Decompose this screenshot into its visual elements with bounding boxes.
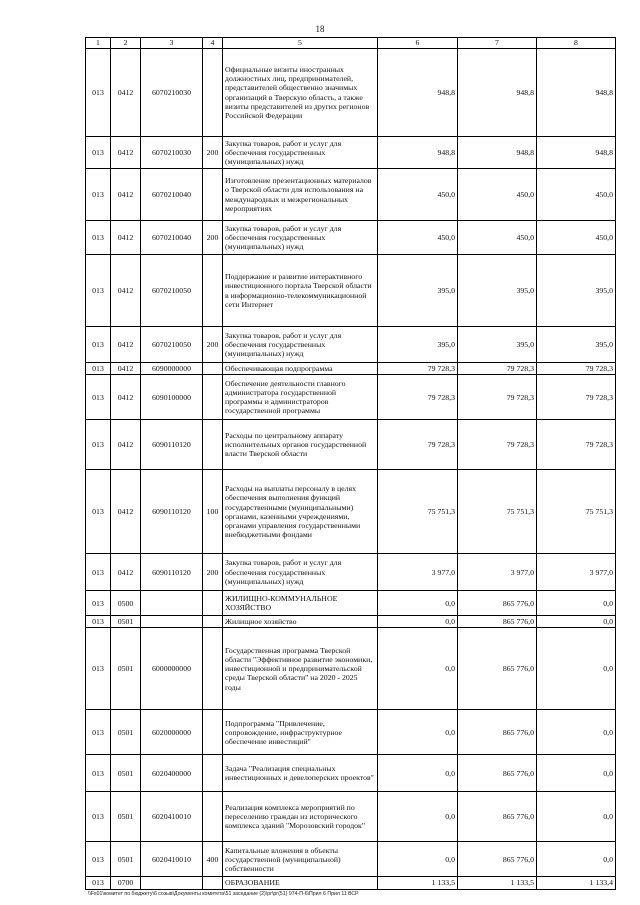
cell-value-col8: 0,0 bbox=[537, 792, 616, 842]
cell-description: Поддержание и развитие интерактивного инвестиционного портала Тверской области в информационно-телекоммуникационной сети Интернет bbox=[223, 255, 378, 327]
cell-value-col6: 79 728,3 bbox=[378, 420, 458, 470]
cell-value-col8: 1 133,4 bbox=[537, 877, 616, 889]
cell-section-code: 0501 bbox=[111, 710, 141, 755]
cell-section-code: 0412 bbox=[111, 49, 141, 137]
cell-target-code: 6020410010 bbox=[141, 792, 203, 842]
cell-description: Официальные визиты иностранных должностных лиц, предпринимателей, представителей общественно значимых организаций в Тверскую область, а также визиты представителей из других регионов Российской Федерации bbox=[223, 49, 378, 137]
cell-expense-type bbox=[203, 255, 223, 327]
table-row bbox=[86, 591, 616, 616]
cell-ministry-code: 013 bbox=[86, 792, 111, 842]
cell-target-code: 6070210030 bbox=[141, 137, 203, 169]
cell-value-col7: 75 751,3 bbox=[458, 470, 537, 554]
cell-section-code: 0412 bbox=[111, 169, 141, 221]
cell-ministry-code: 013 bbox=[86, 616, 111, 628]
cell-description: Государственная программа Тверской области "Эффективное развитие экономики, инвестиционной и предпринимательской среды Тверской области" на 2020 - 2025 годы bbox=[223, 628, 378, 710]
cell-section-code: 0501 bbox=[111, 842, 141, 877]
cell-description: Расходы на выплаты персоналу в целях обеспечения выполнения функций государственными (муниципальными) органами, казенными учреждениями, органами управления государственными внебюджетными фондами bbox=[223, 470, 378, 554]
cell-value-col6: 79 728,3 bbox=[378, 375, 458, 420]
cell-description: ОБРАЗОВАНИЕ bbox=[223, 877, 378, 889]
cell-ministry-code: 013 bbox=[86, 842, 111, 877]
cell-description: Капитальные вложения в объекты государственной (муниципальной) собственности bbox=[223, 842, 378, 877]
cell-value-col7: 79 728,3 bbox=[458, 375, 537, 420]
cell-value-col7: 948,8 bbox=[458, 137, 537, 169]
cell-ministry-code: 013 bbox=[86, 375, 111, 420]
cell-target-code bbox=[141, 877, 203, 889]
cell-section-code: 0412 bbox=[111, 420, 141, 470]
table-row bbox=[86, 755, 616, 792]
cell-expense-type bbox=[203, 420, 223, 470]
cell-target-code: 6090110120 bbox=[141, 554, 203, 591]
cell-ministry-code: 013 bbox=[86, 137, 111, 169]
cell-expense-type bbox=[203, 49, 223, 137]
cell-section-code: 0412 bbox=[111, 554, 141, 591]
cell-target-code: 6020410010 bbox=[141, 842, 203, 877]
cell-value-col8: 948,8 bbox=[537, 49, 616, 137]
cell-section-code: 0412 bbox=[111, 470, 141, 554]
table-row bbox=[86, 363, 616, 375]
cell-value-col7: 1 133,5 bbox=[458, 877, 537, 889]
cell-description: ЖИЛИЩНО-КОММУНАЛЬНОЕ ХОЗЯЙСТВО bbox=[223, 591, 378, 616]
cell-section-code: 0412 bbox=[111, 375, 141, 420]
cell-section-code: 0412 bbox=[111, 363, 141, 375]
column-header: 5 bbox=[223, 38, 378, 49]
cell-target-code bbox=[141, 591, 203, 616]
cell-section-code: 0501 bbox=[111, 755, 141, 792]
cell-value-col7: 395,0 bbox=[458, 255, 537, 327]
cell-value-col7: 450,0 bbox=[458, 221, 537, 255]
cell-expense-type bbox=[203, 169, 223, 221]
cell-target-code: 6090110120 bbox=[141, 470, 203, 554]
cell-target-code: 6020000000 bbox=[141, 710, 203, 755]
cell-description: Закупка товаров, работ и услуг для обеспечения государственных (муниципальных) нужд bbox=[223, 137, 378, 169]
table-row bbox=[86, 420, 616, 470]
cell-description: Подпрограмма "Привлечение, сопровождение, инфраструктурное обеспечение инвестиций" bbox=[223, 710, 378, 755]
cell-value-col6: 0,0 bbox=[378, 591, 458, 616]
cell-value-col8: 79 728,3 bbox=[537, 375, 616, 420]
cell-expense-type: 200 bbox=[203, 137, 223, 169]
cell-value-col6: 0,0 bbox=[378, 710, 458, 755]
column-header: 6 bbox=[378, 38, 458, 49]
cell-ministry-code: 013 bbox=[86, 169, 111, 221]
cell-value-col8: 75 751,3 bbox=[537, 470, 616, 554]
cell-expense-type bbox=[203, 877, 223, 889]
cell-target-code: 6090110120 bbox=[141, 420, 203, 470]
cell-target-code bbox=[141, 616, 203, 628]
cell-section-code: 0700 bbox=[111, 877, 141, 889]
cell-value-col6: 1 133,5 bbox=[378, 877, 458, 889]
cell-value-col8: 450,0 bbox=[537, 169, 616, 221]
cell-expense-type: 200 bbox=[203, 554, 223, 591]
table-row bbox=[86, 877, 616, 889]
cell-value-col6: 395,0 bbox=[378, 327, 458, 363]
cell-value-col8: 395,0 bbox=[537, 255, 616, 327]
cell-expense-type bbox=[203, 591, 223, 616]
column-header: 8 bbox=[537, 38, 616, 49]
cell-value-col6: 0,0 bbox=[378, 842, 458, 877]
cell-ministry-code: 013 bbox=[86, 327, 111, 363]
cell-value-col8: 395,0 bbox=[537, 327, 616, 363]
cell-section-code: 0412 bbox=[111, 221, 141, 255]
cell-value-col6: 450,0 bbox=[378, 169, 458, 221]
cell-description: Закупка товаров, работ и услуг для обеспечения государственных (муниципальных) нужд bbox=[223, 554, 378, 591]
cell-ministry-code: 013 bbox=[86, 755, 111, 792]
cell-target-code: 6070210040 bbox=[141, 169, 203, 221]
cell-value-col7: 450,0 bbox=[458, 169, 537, 221]
cell-value-col6: 0,0 bbox=[378, 616, 458, 628]
cell-description: Закупка товаров, работ и услуг для обеспечения государственных (муниципальных) нужд bbox=[223, 327, 378, 363]
cell-description: Задача "Реализация специальных инвестиционных и девелоперских проектов" bbox=[223, 755, 378, 792]
cell-section-code: 0412 bbox=[111, 255, 141, 327]
cell-value-col6: 75 751,3 bbox=[378, 470, 458, 554]
cell-value-col8: 3 977,0 bbox=[537, 554, 616, 591]
cell-section-code: 0412 bbox=[111, 137, 141, 169]
cell-expense-type bbox=[203, 755, 223, 792]
cell-expense-type: 400 bbox=[203, 842, 223, 877]
cell-expense-type bbox=[203, 628, 223, 710]
cell-value-col8: 0,0 bbox=[537, 842, 616, 877]
cell-value-col7: 865 776,0 bbox=[458, 842, 537, 877]
cell-description: Обеспечение деятельности главного администратора государственной программы и администраторов государственной программы bbox=[223, 375, 378, 420]
cell-ministry-code: 013 bbox=[86, 221, 111, 255]
cell-section-code: 0501 bbox=[111, 616, 141, 628]
cell-value-col7: 865 776,0 bbox=[458, 792, 537, 842]
cell-target-code: 6070210050 bbox=[141, 255, 203, 327]
cell-value-col8: 948,8 bbox=[537, 137, 616, 169]
cell-target-code: 6070210030 bbox=[141, 49, 203, 137]
cell-description: Закупка товаров, работ и услуг для обеспечения государственных (муниципальных) нужд bbox=[223, 221, 378, 255]
table-row bbox=[86, 470, 616, 554]
cell-expense-type bbox=[203, 363, 223, 375]
column-header: 3 bbox=[141, 38, 203, 49]
table-row bbox=[86, 221, 616, 255]
cell-ministry-code: 013 bbox=[86, 420, 111, 470]
cell-target-code: 6070210040 bbox=[141, 221, 203, 255]
cell-value-col6: 395,0 bbox=[378, 255, 458, 327]
cell-target-code: 6090000000 bbox=[141, 363, 203, 375]
page-number: 18 bbox=[315, 24, 325, 34]
table-row bbox=[86, 137, 616, 169]
cell-description: Расходы по центральному аппарату исполнительных органов государственной власти Тверской области bbox=[223, 420, 378, 470]
cell-value-col8: 0,0 bbox=[537, 616, 616, 628]
cell-section-code: 0501 bbox=[111, 792, 141, 842]
cell-target-code: 6090100000 bbox=[141, 375, 203, 420]
table-row bbox=[86, 169, 616, 221]
file-path-footer: \\Fs01\комитет по бюджету\6 созыв\Документы комитета\51 заседание (2)\рг\рг(51) 974-П-6\Прил 6 Прил 11 ВСР bbox=[88, 891, 359, 897]
cell-value-col6: 948,8 bbox=[378, 137, 458, 169]
cell-target-code: 6020400000 bbox=[141, 755, 203, 792]
cell-ministry-code: 013 bbox=[86, 470, 111, 554]
table-row bbox=[86, 255, 616, 327]
cell-value-col7: 865 776,0 bbox=[458, 616, 537, 628]
table-row bbox=[86, 792, 616, 842]
cell-value-col8: 0,0 bbox=[537, 628, 616, 710]
cell-expense-type bbox=[203, 710, 223, 755]
column-header: 1 bbox=[86, 38, 111, 49]
cell-value-col7: 865 776,0 bbox=[458, 755, 537, 792]
table-row bbox=[86, 375, 616, 420]
table-row bbox=[86, 327, 616, 363]
cell-expense-type: 100 bbox=[203, 470, 223, 554]
table-row bbox=[86, 842, 616, 877]
cell-section-code: 0501 bbox=[111, 628, 141, 710]
cell-section-code: 0500 bbox=[111, 591, 141, 616]
cell-value-col7: 948,8 bbox=[458, 49, 537, 137]
cell-section-code: 0412 bbox=[111, 327, 141, 363]
cell-value-col8: 0,0 bbox=[537, 591, 616, 616]
cell-expense-type bbox=[203, 375, 223, 420]
cell-ministry-code: 013 bbox=[86, 628, 111, 710]
cell-value-col6: 948,8 bbox=[378, 49, 458, 137]
cell-value-col6: 0,0 bbox=[378, 755, 458, 792]
table-row bbox=[86, 628, 616, 710]
cell-value-col8: 79 728,3 bbox=[537, 363, 616, 375]
cell-ministry-code: 013 bbox=[86, 363, 111, 375]
column-header: 7 bbox=[458, 38, 537, 49]
cell-value-col7: 3 977,0 bbox=[458, 554, 537, 591]
cell-value-col8: 450,0 bbox=[537, 221, 616, 255]
cell-ministry-code: 013 bbox=[86, 877, 111, 889]
cell-value-col6: 0,0 bbox=[378, 792, 458, 842]
cell-expense-type bbox=[203, 616, 223, 628]
cell-value-col7: 395,0 bbox=[458, 327, 537, 363]
cell-description: Реализация комплекса мероприятий по переселению граждан из исторического комплекса зданий "Морозовский городок" bbox=[223, 792, 378, 842]
cell-value-col8: 0,0 bbox=[537, 755, 616, 792]
cell-value-col6: 79 728,3 bbox=[378, 363, 458, 375]
budget-table bbox=[85, 37, 616, 890]
cell-expense-type bbox=[203, 792, 223, 842]
cell-ministry-code: 013 bbox=[86, 49, 111, 137]
cell-description: Обеспечивающая подпрограмма bbox=[223, 363, 378, 375]
cell-expense-type: 200 bbox=[203, 221, 223, 255]
cell-ministry-code: 013 bbox=[86, 591, 111, 616]
cell-description: Изготовление презентационных материалов о Тверской области для использования на международных и межрегиональных мероприятиях bbox=[223, 169, 378, 221]
table-row bbox=[86, 710, 616, 755]
cell-target-code: 6070210050 bbox=[141, 327, 203, 363]
table-row bbox=[86, 554, 616, 591]
header-row bbox=[86, 38, 616, 49]
cell-ministry-code: 013 bbox=[86, 554, 111, 591]
cell-value-col7: 79 728,3 bbox=[458, 420, 537, 470]
cell-target-code: 6000000000 bbox=[141, 628, 203, 710]
cell-value-col7: 865 776,0 bbox=[458, 628, 537, 710]
cell-value-col6: 0,0 bbox=[378, 628, 458, 710]
cell-value-col6: 450,0 bbox=[378, 221, 458, 255]
table-row bbox=[86, 616, 616, 628]
cell-expense-type: 200 bbox=[203, 327, 223, 363]
cell-value-col6: 3 977,0 bbox=[378, 554, 458, 591]
column-header: 2 bbox=[111, 38, 141, 49]
column-header: 4 bbox=[203, 38, 223, 49]
cell-value-col7: 79 728,3 bbox=[458, 363, 537, 375]
cell-value-col7: 865 776,0 bbox=[458, 591, 537, 616]
cell-value-col7: 865 776,0 bbox=[458, 710, 537, 755]
cell-ministry-code: 013 bbox=[86, 255, 111, 327]
table-row bbox=[86, 49, 616, 137]
cell-value-col8: 79 728,3 bbox=[537, 420, 616, 470]
cell-description: Жилищное хозяйство bbox=[223, 616, 378, 628]
cell-value-col8: 0,0 bbox=[537, 710, 616, 755]
cell-ministry-code: 013 bbox=[86, 710, 111, 755]
